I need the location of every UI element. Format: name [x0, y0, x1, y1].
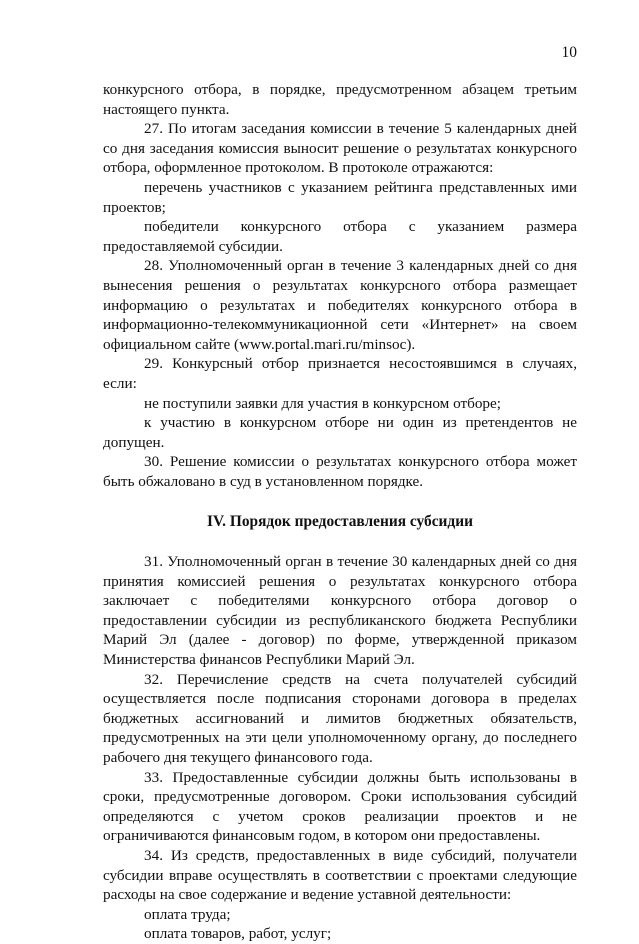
page-number: 10: [561, 44, 577, 61]
paragraph: 31. Уполномоченный орган в течение 30 календарных дней со дня принятия комиссией решения о результатах конкурсного отбора заключает с победителями конкурсного отбора договор о предоставлении субсидии из республиканского бюджета Республики Марий Эл (далее - договор) по форме, утвержденной приказом Министерства финансов Республики Марий Эл.: [103, 553, 577, 669]
paragraph: 34. Из средств, предоставленных в виде субсидий, получатели субсидии вправе осуществлять в соответствии с проектами следующие расходы на свое содержание и ведение уставной деятельности:: [103, 846, 577, 904]
paragraph: 29. Конкурсный отбор признается несостоявшимся в случаях, если:: [103, 355, 577, 392]
paragraph: 28. Уполномоченный орган в течение 3 календарных дней со дня вынесения решения о результатах конкурсного отбора размещает информацию о результатах и победителях конкурсного отбора в информационно-телекоммуникационной сети «Интернет» на своем официальном сайте (www.portal.mari.ru/minsoc).: [103, 257, 577, 353]
paragraph: оплата труда;: [144, 905, 231, 923]
paragraph: конкурсного отбора, в порядке, предусмотренном абзацем третьим настоящего пункта.: [103, 81, 577, 118]
bottom-paragraphs: [103, 552, 577, 944]
paragraph: 30. Решение комиссии о результатах конкурсного отбора может быть обжаловано в суд в установленном порядке.: [103, 453, 577, 490]
top-paragraphs: [103, 80, 577, 491]
document-body: [103, 80, 577, 944]
paragraph: 32. Перечисление средств на счета получателей субсидий осуществляется после подписания сторонами договора в пределах бюджетных ассигнований и лимитов бюджетных обязательств, предусмотренных на эти цели уполномоченному органу, до последнего рабочего дня текущего финансового года.: [103, 670, 577, 766]
paragraph: 27. По итогам заседания комиссии в течение 5 календарных дней со дня заседания комиссия выносит решение о результатах конкурсного отбора, оформленное протоколом. В протоколе отражаются:: [103, 120, 577, 177]
paragraph: к участию в конкурсном отборе ни один из претендентов не допущен.: [103, 414, 577, 451]
section-heading: IV. Порядок предоставления субсидии: [207, 513, 473, 531]
paragraph: перечень участников с указанием рейтинга представленных ими проектов;: [103, 178, 577, 216]
paragraph: победители конкурсного отбора с указанием размера предоставляемой субсидии.: [103, 218, 577, 255]
paragraph: не поступили заявки для участия в конкурсном отборе;: [144, 394, 501, 412]
paragraph: 33. Предоставленные субсидии должны быть использованы в сроки, предусмотренные договором. Сроки использования субсидий определяются с учетом сроков реализации проектов и не ограничиваются финансовым годом, в котором они предоставлены.: [103, 768, 577, 845]
paragraph: оплата товаров, работ, услуг;: [144, 925, 332, 943]
